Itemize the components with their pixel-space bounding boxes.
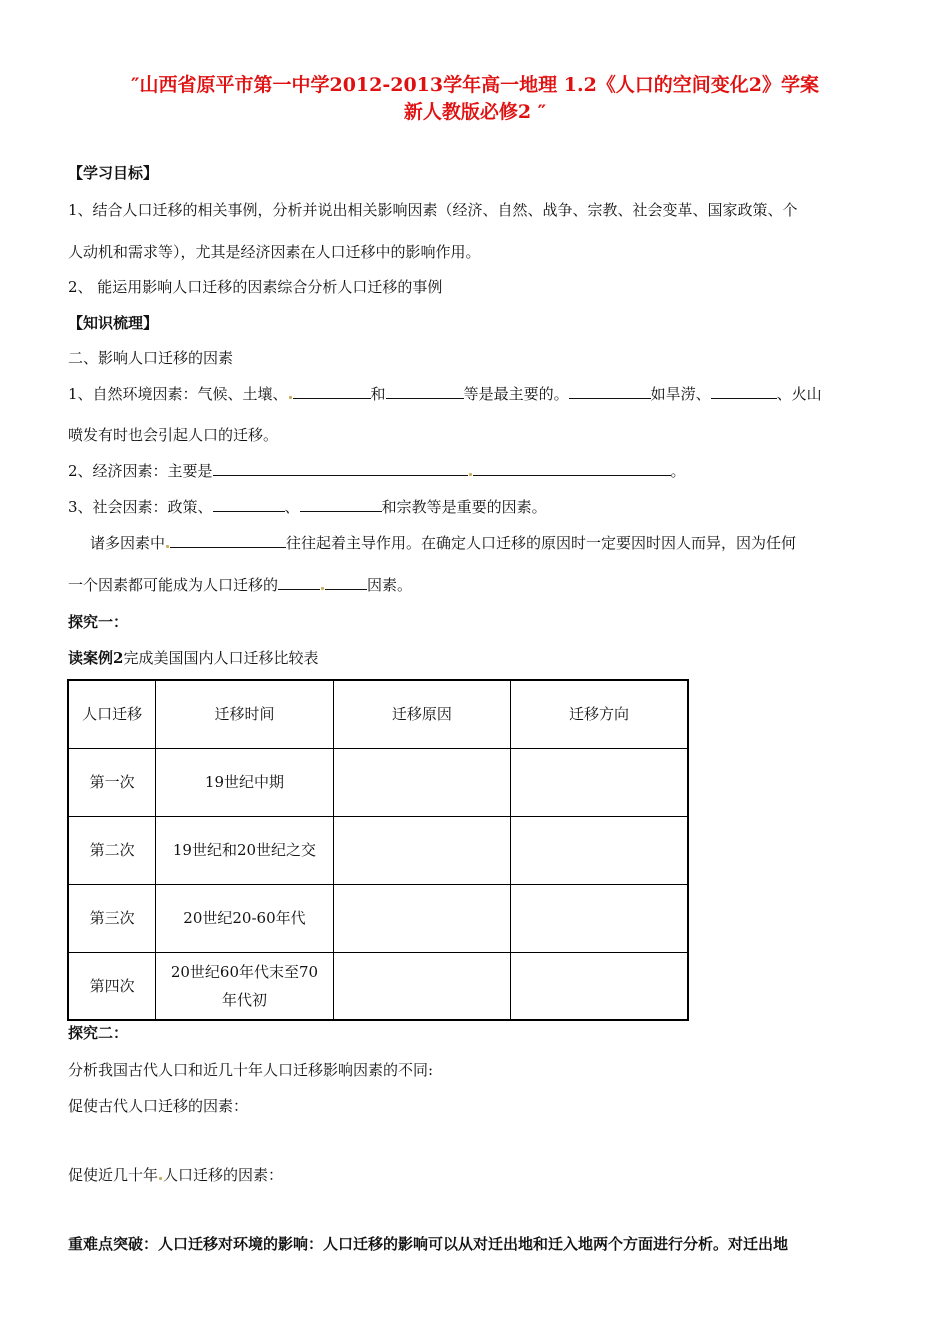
fill-blank[interactable] <box>293 384 371 399</box>
document-title <box>60 72 890 126</box>
migration-reason-cell[interactable] <box>333 884 510 952</box>
table-row <box>68 884 688 952</box>
paragraph-text-c: 一个因素都可能成为人口迁移的 <box>68 576 279 594</box>
header-cell: 迁移时间 <box>156 680 333 748</box>
factor-social-text-c: 和宗教等是重要的因素。 <box>381 498 547 516</box>
explore-2-heading: 探究二： <box>68 1024 129 1042</box>
objectives-heading: 【学习目标】 <box>68 164 159 182</box>
fill-blank[interactable] <box>300 497 382 512</box>
explore-1-instruction <box>68 648 318 668</box>
recent-factors-text-a: 促使近几十年 <box>68 1166 159 1184</box>
row-label: 第三次 <box>68 884 156 952</box>
paragraph-text-b: 往往起着主导作用。在确定人口迁移的原因时一定要因时因人而异，因为任何 <box>286 534 797 552</box>
migration-time: 20世纪20-60年代 <box>156 884 333 952</box>
fill-blank[interactable] <box>386 384 464 399</box>
paragraph-main-factor-line-2 <box>68 575 412 595</box>
row-label: 第一次 <box>68 748 156 816</box>
migration-time: 19世纪和20世纪之交 <box>156 816 333 884</box>
migration-comparison-table <box>67 679 689 1021</box>
migration-time-line-2: 年代初 <box>221 990 267 1009</box>
factor-economic <box>68 461 686 481</box>
fill-blank[interactable] <box>325 575 367 590</box>
factor-natural-text-a: 1、自然环境因素：气候、土壤、 <box>68 385 288 403</box>
mark-dot <box>469 473 472 476</box>
fill-blank[interactable] <box>170 533 286 548</box>
migration-time <box>156 952 333 1020</box>
fill-blank[interactable] <box>213 461 468 476</box>
factor-economic-end: 。 <box>670 462 686 480</box>
header-cell: 迁移方向 <box>511 680 688 748</box>
migration-direction-cell[interactable] <box>511 748 688 816</box>
recent-factors-prompt <box>68 1165 283 1185</box>
fill-blank[interactable] <box>213 497 285 512</box>
row-label: 第四次 <box>68 952 156 1020</box>
instruction-bold: 读案例 <box>68 649 114 667</box>
objective-1-line-2: 人动机和需求等），尤其是经济因素在人口迁移中的影响作用。 <box>68 243 481 261</box>
mark-dot <box>321 587 324 590</box>
factor-social-text-a: 3、社会因素：政策、 <box>68 498 213 516</box>
mark-dot <box>166 545 169 548</box>
factor-social <box>68 497 547 517</box>
factor-social-text-b: 、 <box>284 498 300 516</box>
factor-natural-line-2: 喷发有时也会引起人口的迁移。 <box>68 426 279 444</box>
header-cell: 人口迁移 <box>68 680 156 748</box>
table-row <box>68 952 688 1020</box>
migration-time: 19世纪中期 <box>156 748 333 816</box>
fill-blank[interactable] <box>473 461 671 476</box>
migration-reason-cell[interactable] <box>333 748 510 816</box>
key-point-line: 重难点突破：人口迁移对环境的影响：人口迁移的影响可以从对迁出地和迁入地两个方面进行分析。对迁出地 <box>68 1235 789 1253</box>
ancient-factors-prompt: 促使古代人口迁移的因素： <box>68 1097 249 1115</box>
migration-direction-cell[interactable] <box>511 884 688 952</box>
factor-economic-text: 2、经济因素：主要是 <box>68 462 213 480</box>
explore-1-heading: 探究一： <box>68 613 129 631</box>
recent-factors-text-b: 人口迁移的因素： <box>163 1166 284 1184</box>
migration-time-line-1: 20世纪60年代末至70 <box>170 962 319 981</box>
paragraph-main-factor-line-1 <box>90 533 796 553</box>
fill-blank[interactable] <box>711 384 777 399</box>
paragraph-text-d: 因素。 <box>367 576 413 594</box>
factor-natural-text-c: 等是最主要的。 <box>463 385 569 403</box>
migration-direction-cell[interactable] <box>511 952 688 1020</box>
migration-reason-cell[interactable] <box>333 952 510 1020</box>
migration-direction-cell[interactable] <box>511 816 688 884</box>
instruction-rest: 完成美国国内人口迁移比较表 <box>123 649 319 667</box>
mark-dot <box>159 1177 162 1180</box>
title-line-1: ″山西省原平市第一中学2012-2013学年高一地理 1.2《人口的空间变化2》学案 <box>130 74 820 96</box>
paragraph-text-a: 诸多因素中 <box>90 534 166 552</box>
mark-dot <box>289 396 292 399</box>
factor-natural-text-d: 如旱涝、 <box>650 385 711 403</box>
migration-reason-cell[interactable] <box>333 816 510 884</box>
header-cell: 迁移原因 <box>333 680 510 748</box>
table-header-row <box>68 680 688 748</box>
instruction-case-number: 2 <box>113 649 124 667</box>
factor-natural-text-e: 、火山 <box>776 385 822 403</box>
title-line-2: 新人教版必修2 ″ <box>403 101 547 123</box>
section-heading: 二、影响人口迁移的因素 <box>68 349 234 367</box>
factor-natural-text-b: 和 <box>370 385 386 403</box>
objective-2: 2、 能运用影响人口迁移的因素综合分析人口迁移的事例 <box>68 278 443 296</box>
table-row <box>68 816 688 884</box>
explore-2-question: 分析我国古代人口和近几十年人口迁移影响因素的不同: <box>68 1061 434 1079</box>
objective-1-line-1: 1、结合人口迁移的相关事例，分析并说出相关影响因素（经济、自然、战争、宗教、社会变革、国家政策、个 <box>68 201 798 219</box>
factor-natural-line-1 <box>68 384 822 404</box>
table-row <box>68 748 688 816</box>
knowledge-heading: 【知识梳理】 <box>68 314 159 332</box>
fill-blank[interactable] <box>569 384 651 399</box>
fill-blank[interactable] <box>278 575 320 590</box>
row-label: 第二次 <box>68 816 156 884</box>
